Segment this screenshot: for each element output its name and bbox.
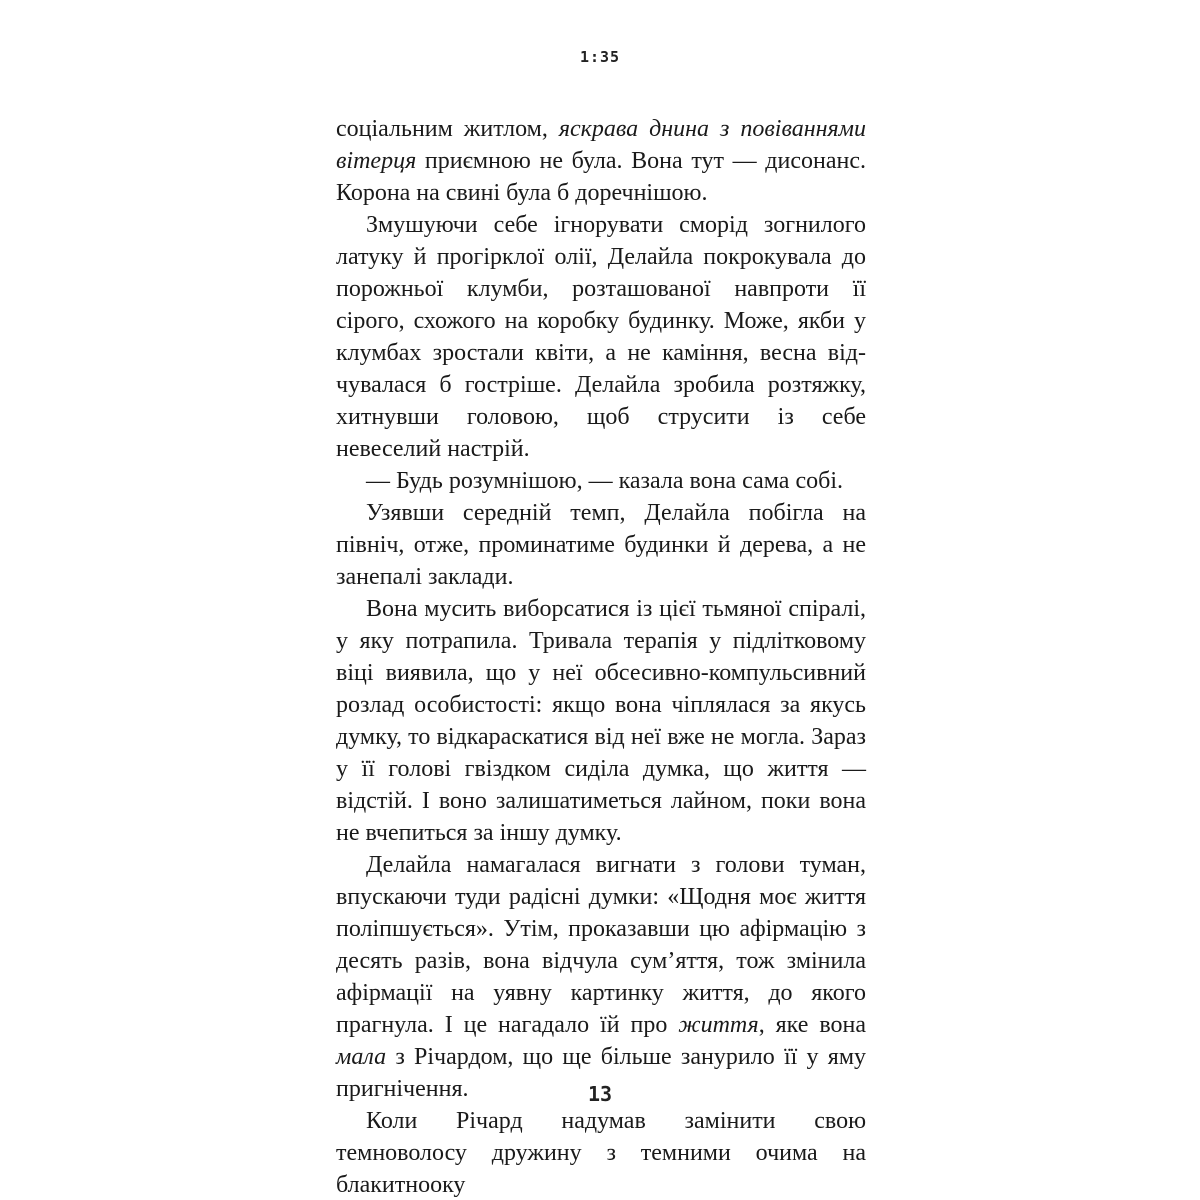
italic-text-segment: яскрава днина з повіваннями вітерця — [336, 116, 866, 174]
paragraph — [336, 113, 866, 209]
text-segment: Узявши середній темп, Делайла побігла на північ, отже, проминатиме будинки й дерева, а не занепалі заклади. — [336, 500, 866, 590]
italic-text-segment: мала — [336, 1044, 387, 1070]
paragraph — [336, 497, 866, 593]
text-segment: — Будь розумнішою, — казала вона сама собі. — [366, 468, 843, 494]
text-segment: Делайла намагалася вигнати з голови туман, впускаючи туди радісні думки: «Щодня моє життя поліпшується». Утім, проказавши цю афірмацію з десять разів, вона відчула сум’яття, тож змінила афірмації на уявну картинку життя, до якого прагнула. І це нагадало їй про — [336, 852, 866, 1038]
text-segment: Коли Річард надумав замінити свою темноволосу дружину з темними очима на блакитнооку — [336, 1108, 866, 1198]
text-segment: , яке вона — [758, 1012, 866, 1038]
paragraph — [336, 849, 866, 1105]
text-segment: приємною не була. Вона тут — дисонанс. Корона на свині була б доречнішою. — [336, 148, 866, 206]
italic-text-segment: життя — [678, 1012, 759, 1038]
text-segment: з Річардом, що ще більше занурило її у яму пригнічення. — [336, 1044, 866, 1102]
paragraph-dialogue — [336, 465, 866, 497]
paragraph — [336, 209, 866, 465]
body-text — [336, 113, 866, 1200]
paragraph — [336, 1105, 866, 1200]
paragraph — [336, 593, 866, 849]
text-segment: соціальним житлом, — [336, 116, 559, 142]
text-segment: Вона мусить виборсатися із цієї тьмяної спіралі, у яку потрапила. Тривала терапія у підлітковому віці виявила, що у неї обсесивно-компульсивний розлад особистості: якщо вона чіплялася за якусь думку, то відкараскатися від неї вже не могла. Зараз у її голові гвіздком сиділа думка, що життя — відстій. І воно залишатиметься лайном, поки вона не вчепиться за іншу думку. — [336, 596, 866, 846]
text-segment: Змушуючи себе ігнорувати сморід зогнилого латуку й прогірклої олії, Делайла покрокувала до порожньої клумби, розташованої навпроти її сірого, схожого на коробку будинку. Може, якби у клумбах зростали квіти, а не каміння, весна відчувалася б гостріше. Делайла зробила розтяжку, хитнувши головою, щоб струсити із себе невеселий настрій. — [336, 212, 866, 462]
running-head: 1:35 — [579, 48, 621, 66]
page-number: 13 — [587, 1082, 613, 1106]
